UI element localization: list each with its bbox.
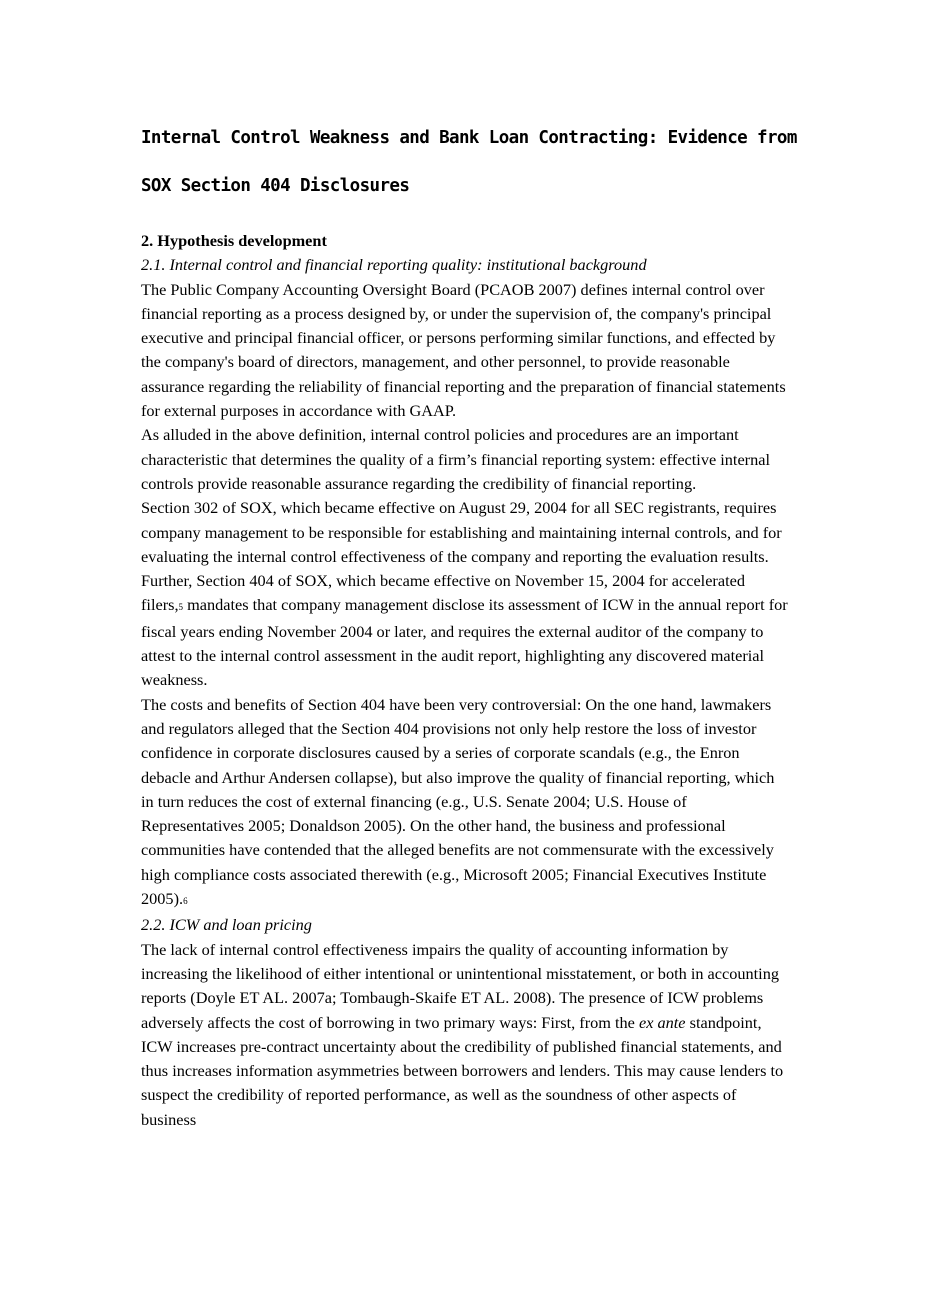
paragraph-5-italic: ex ante (638, 1012, 686, 1032)
paragraph-4 (141, 693, 791, 914)
document-title-line-2: SOX Section 404 Disclosures (141, 176, 410, 196)
paragraph-3-text-b: mandates that company management disclose its assessment of ICW in the annual report for fiscal years ending November 2004 or later, and requires the external auditor of the company to attest to the internal control assessment in the audit report, highlighting any discovered material weakness. (141, 595, 788, 690)
paragraph-2: As alluded in the above definition, internal control policies and procedures are an important characteristic that determines the quality of a firm’s financial reporting system: effective internal controls provide reasonable assurance regarding the credibility of financial reporting. (141, 425, 770, 493)
paragraph-1: The Public Company Accounting Oversight Board (PCAOB 2007) defines internal control over financial reporting as a process designed by, or under the supervision of, the company's principal executive and principal financial officer, or persons performing similar functions, and effected by the company's board of directors, management, and other personnel, to provide reasonable assurance regarding the reliability of financial reporting and the preparation of financial statements for external purposes in accordance with GAAP. (141, 279, 786, 421)
paragraph-5-text-a: The lack of internal control effectiveness impairs the quality of accounting information by increasing the likelihood of either intentional or unintentional misstatement, or both in accounting reports (Doyle ET AL. 2007a; Tombaugh-Skaife ET AL. 2008). The presence of ICW problems adversely affects the cost of borrowing in two primary ways: First, from the (141, 939, 779, 1032)
section-heading: 2. Hypothesis development (141, 231, 327, 250)
document-body (141, 229, 791, 1132)
footnote-ref-6: 6 (183, 896, 188, 907)
paragraph-4-text: The costs and benefits of Section 404 have been very controversial: On the one hand, lawmakers and regulators alleged that the Section 404 provisions not only help restore the loss of investor confidence in corporate disclosures caused by a series of corporate scandals (e.g., the Enron debacle and Arthur Andersen collapse), but also improve the quality of financial reporting, which in turn reduces the cost of external financing (e.g., U.S. Senate 2004; U.S. House of Representatives 2005; Donaldson 2005). On the other hand, the business and professional communities have contended that the alleged benefits are not commensurate with the excessively high compliance costs associated therewith (e.g., Microsoft 2005; Financial Executives Institute 2005). (141, 694, 775, 909)
paragraph-5-text-b: standpoint, ICW increases pre-contract uncertainty about the credibility of published financial statements, and thus increases information asymmetries between borrowers and lenders. This may cause lenders to suspect the credibility of reported performance, as well as the soundness of other aspects of business (141, 1012, 784, 1129)
document-title-line-1: Internal Control Weakness and Bank Loan Contracting: Evidence from (141, 128, 797, 148)
paragraph-3-text-a: Section 302 of SOX, which became effective on August 29, 2004 for all SEC registrants, requires company management to be responsible for establishing and maintaining internal controls, and for evaluating the internal control effectiveness of the company and reporting the evaluation results. Further, Section 404 of SOX, which became effective on November 15, 2004 for accelerated filers, (141, 498, 782, 615)
paragraph-5 (141, 938, 791, 1132)
footnote-ref-5: 5 (178, 602, 184, 613)
subsection-2-heading: 2.2. ICW and loan pricing (141, 915, 312, 935)
paragraph-3 (141, 496, 791, 692)
subsection-1-heading: 2.1. Internal control and financial reporting quality: institutional background (141, 255, 647, 275)
